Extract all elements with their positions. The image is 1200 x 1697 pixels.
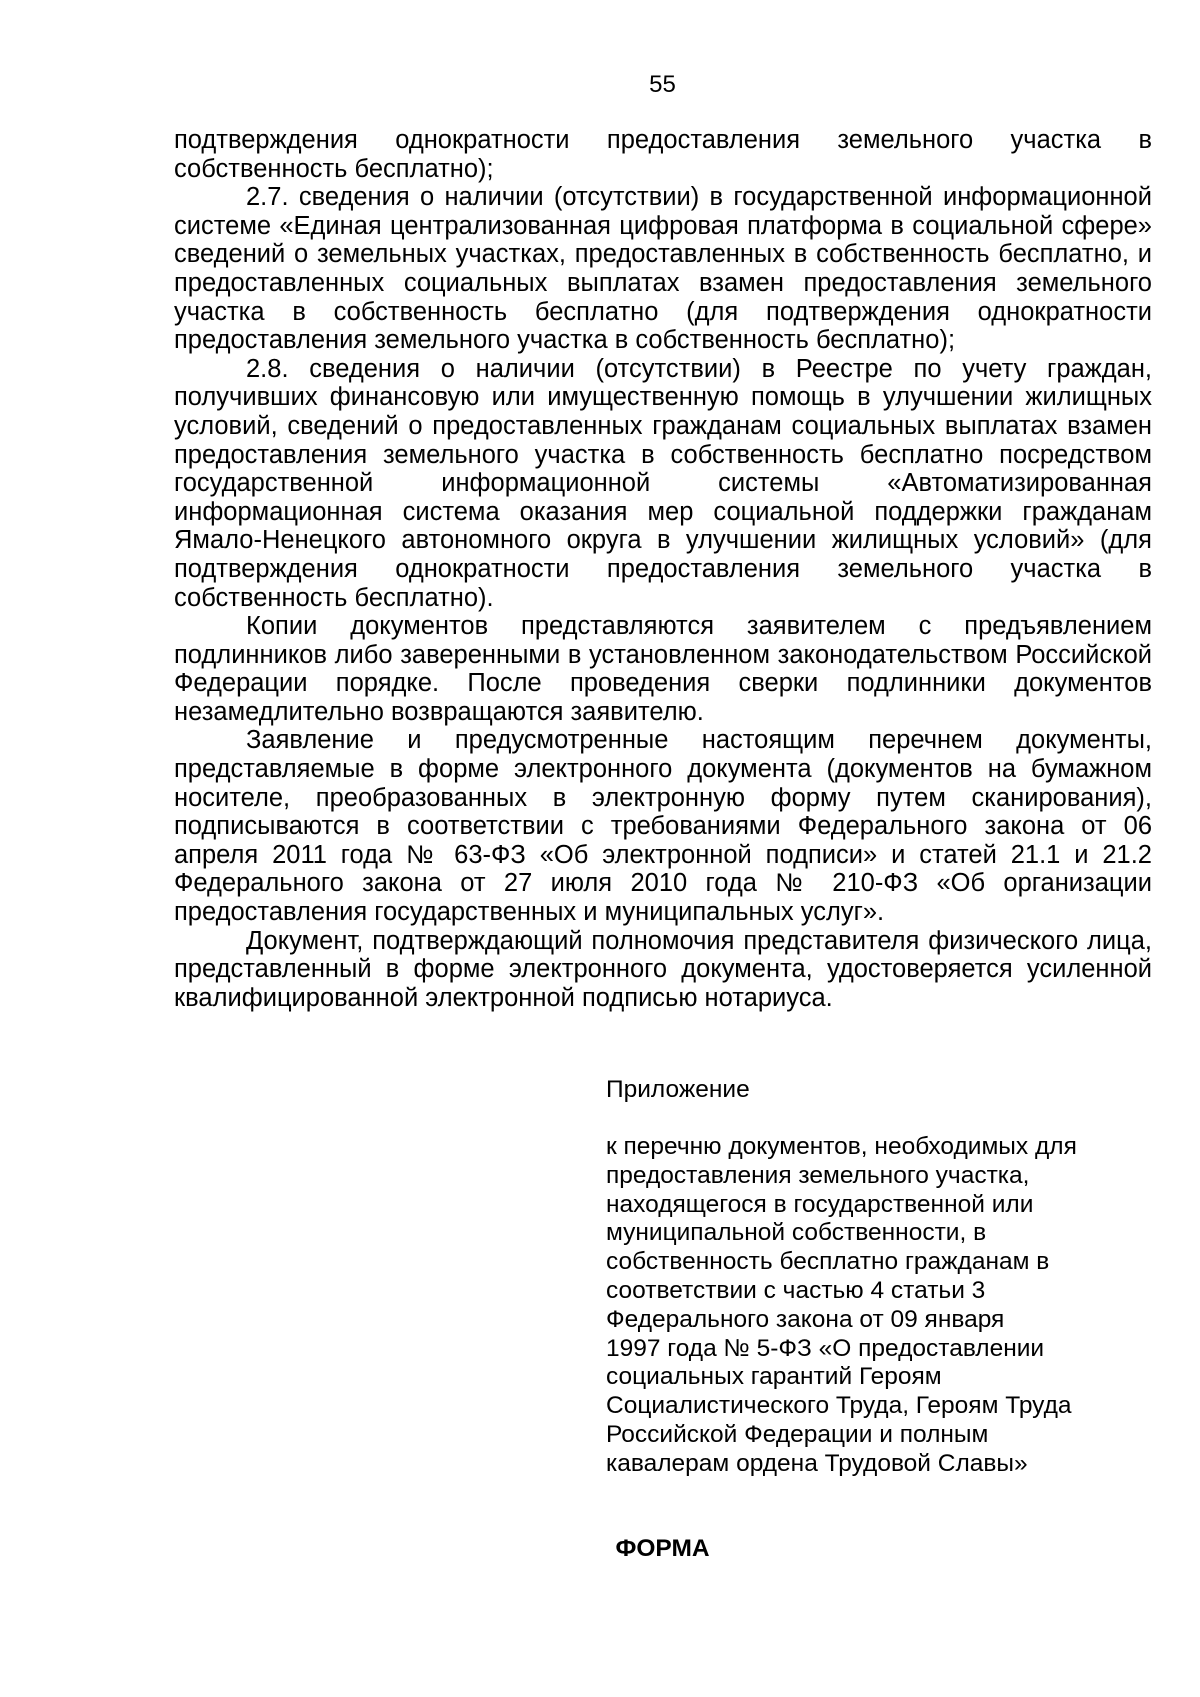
- appendix-caption-line: Социалистического Труда, Героям Труда: [606, 1392, 1072, 1420]
- paragraph-item-2-8: 2.8. сведения о наличии (отсутствии) в Реестре по учету граждан, получивших финансовую или имущественную помощь в улучшении жилищных условий, сведений о предоставленных гражданам социальных выплатах взамен предоставления земельного участка в собственность бесплатно посредством государственной информационной системы «Автоматизированная информационная система оказания мер социальной поддержки гражданам Ямало-Ненецкого автономного округа в улучшении жилищных условий» (для подтверждения однократности предоставления земельного участка в собственность бесплатно).: [174, 354, 1152, 612]
- appendix-caption-line: находящегося в государственной или: [606, 1190, 1034, 1218]
- appendix-caption-line: Российской Федерации и полным: [606, 1420, 989, 1448]
- appendix-caption-line: предоставления земельного участка,: [606, 1161, 1030, 1189]
- paragraph-copies: Копии документов представляются заявителем с предъявлением подлинников либо заверенными в установленном законодательством Российской Федерации порядке. После проведения сверки подлинники документов незамедлительно возвращаются заявителю.: [174, 612, 1152, 726]
- form-title: ФОРМА: [615, 1535, 710, 1562]
- document-body: [174, 126, 1152, 1012]
- appendix-caption-line: 1997 года № 5-ФЗ «О предоставлении: [606, 1334, 1045, 1362]
- page-number: 55: [649, 71, 676, 98]
- paragraph-continuation: подтверждения однократности предоставления земельного участка в собственность бесплатно);: [174, 126, 1152, 183]
- appendix-caption-line: муниципальной собственности, в: [606, 1219, 987, 1247]
- paragraph-representative: Документ, подтверждающий полномочия представителя физического лица, представленный в форме электронного документа, удостоверяется усиленной квалифицированной электронной подписью нотариуса.: [174, 926, 1152, 1012]
- appendix-caption-line: кавалерам ордена Трудовой Славы»: [606, 1449, 1028, 1477]
- appendix-title: Приложение: [606, 1076, 750, 1103]
- appendix-caption: [606, 1133, 1146, 1479]
- appendix-caption-line: собственность бесплатно гражданам в: [606, 1248, 1050, 1276]
- appendix-caption-line: социальных гарантий Героям: [606, 1363, 942, 1391]
- appendix-caption-line: Федерального закона от 09 января: [606, 1305, 1005, 1333]
- paragraph-item-2-7: 2.7. сведения о наличии (отсутствии) в государственной информационной системе «Единая централизованная цифровая платформа в социальной сфере» сведений о земельных участках, предоставленных в собственность бесплатно, и предоставленных социальных выплатах взамен предоставления земельного участка в собственность бесплатно (для подтверждения однократности предоставления земельного участка в собственность бесплатно);: [174, 183, 1152, 355]
- appendix-caption-line: к перечню документов, необходимых для: [606, 1133, 1077, 1160]
- paragraph-electronic-signature: Заявление и предусмотренные настоящим перечнем документы, представляемые в форме электронного документа (документов на бумажном носителе, преобразованных в электронную форму путем сканирования), подписываются в соответствии с требованиями Федерального закона от 06 апреля 2011 года № 63-ФЗ «Об электронной подписи» и статей 21.1 и 21.2 Федерального закона от 27 июля 2010 года № 210-ФЗ «Об организации предоставления государственных и муниципальных услуг».: [174, 726, 1152, 927]
- appendix-caption-line: соответствии с частью 4 статьи 3: [606, 1276, 986, 1304]
